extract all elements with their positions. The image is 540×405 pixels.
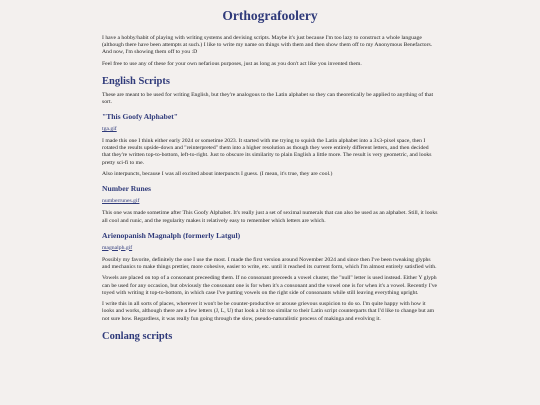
magnalph-paragraph-1: Possibly my favorite, definitely the one I use the most. I made the first version around November 2024 and since then I've been tweaking glyphs and mechanics to make things prettier, more cohesive, easier to write, etc. until it reached its current form, which I'm almost entirely satisfied with. xyxy=(102,256,437,270)
number-runes-link[interactable]: numberrunes.gif xyxy=(102,198,140,205)
goofy-alphabet-link-row xyxy=(102,126,438,133)
goofy-alphabet-link[interactable]: tga.gif xyxy=(102,126,117,133)
page xyxy=(102,0,438,342)
conlang-scripts-heading: Conlang scripts xyxy=(102,330,173,342)
magnalph-link[interactable]: magnalph.gif xyxy=(102,244,133,251)
magnalph-heading: Arienopanish Magnalph (formerly Latgul) xyxy=(102,230,241,240)
intro-paragraph-1: I have a hobby/habit of playing with writing systems and devising scripts. Maybe it's just because I'm too lazy to construct a whole language (although there have been attempts at such.) I like to write my name on things with them and then show them off to my Anonymous Benefactors. And now, I'm showing them off to you :D xyxy=(102,35,433,56)
goofy-alphabet-paragraph-1: I made this one I think either early 2024 or sometime 2023. It started with me trying to squish the Latin alphabet into a 3x3-pixel space, then I rotated the results upside-down and "reinterpreted" them into a higher resolution as though they were entirely different letters, and then decided that they're written top-to-bottom, left-to-right. Just to obscure its similarity to plain English a little more. The result is very geometric, and looks pretty sci-fi to me. xyxy=(102,138,432,166)
goofy-alphabet-heading: "This Goofy Alphabet" xyxy=(102,112,178,122)
number-runes-paragraph-1: This one was made sometime after This Goofy Alphabet. It's really just a set of seximal numerals that can also be used as an alphabet. Still, it looks all cool and runic, and the regularity makes it relatively easy to remember which letters are which. xyxy=(102,210,438,224)
magnalph-paragraph-2: Vowels are placed on top of a consonant preceeding them. If no consonant preceeds a vowel cluster, the "null" letter is used instead. Either Y glyph can be used for any occasion, but obviously the consonant one is for when it's a consonant and the vowel one is for when it's a vowel. Recently I've toyed with writing it top-to-bottom, in which case I've putting vowels on the right side of consonants while still leaving everything upright. xyxy=(102,275,438,296)
english-scripts-heading: English Scripts xyxy=(102,75,170,87)
page-title: Orthografoolery xyxy=(222,8,318,23)
goofy-alphabet-paragraph-2: Also interpuncts, because I was all excited about interpuncts I guess. (I mean, it's true, they are cool.) xyxy=(102,171,333,178)
number-runes-heading: Number Runes xyxy=(102,184,152,194)
magnalph-paragraph-3: I write this in all sorts of places, wherever it won't be be counter-productive or arouse grievous suspicion to do so. I'm quite happy with how it looks and works, although there are a few letters (J, L, U) that look a bit too similar to their Latin script counterparts that I'd like to change but am not sure how. Regardless, it was really fun going through the slow, pseudo-naturalistic process of makinga and evolving it. xyxy=(102,301,435,322)
intro-paragraph-2: Feel free to use any of these for your own nefarious purposes, just as long as you don't act like you invented them. xyxy=(102,60,362,67)
magnalph-link-row xyxy=(102,245,438,252)
english-scripts-description: These are meant to be used for writing English, but they're analogous to the Latin alphabet so they can theoretically be applied to anything of that sort. xyxy=(102,91,434,106)
number-runes-link-row xyxy=(102,198,438,205)
